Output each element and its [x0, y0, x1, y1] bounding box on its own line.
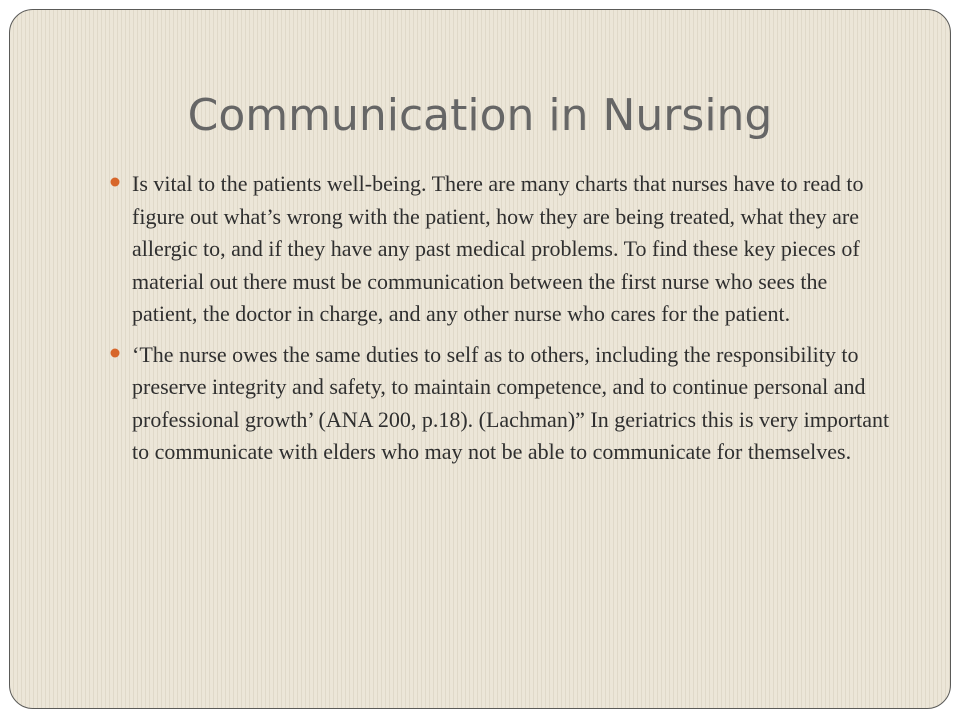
- slide: [9, 9, 951, 709]
- bullet-text: Is vital to the patients well-being. There are many charts that nurses have to read to figure out what’s wrong with the patient, how they are being treated, what they are allergic to, and if they have any past medical problems. To find these key pieces of material out there must be communication between the first nurse who sees the patient, the doctor in charge, and any other nurse who cares for the patient.: [132, 171, 864, 326]
- bullet-text: ‘The nurse owes the same duties to self as to others, including the responsibility to preserve integrity and safety, to maintain competence, and to continue personal and professional growth’ (ANA 200, p.18). (Lachman)” In geriatrics this is very important to communicate with elders who may not be able to communicate for themselves.: [132, 341, 890, 464]
- bullet-item: [132, 168, 892, 331]
- bullet-item: [132, 339, 892, 469]
- slide-title: Communication in Nursing: [187, 90, 773, 141]
- bullet-list: [132, 168, 892, 477]
- bullet-dot-icon: [110, 177, 120, 187]
- bullet-dot-icon: [110, 348, 120, 358]
